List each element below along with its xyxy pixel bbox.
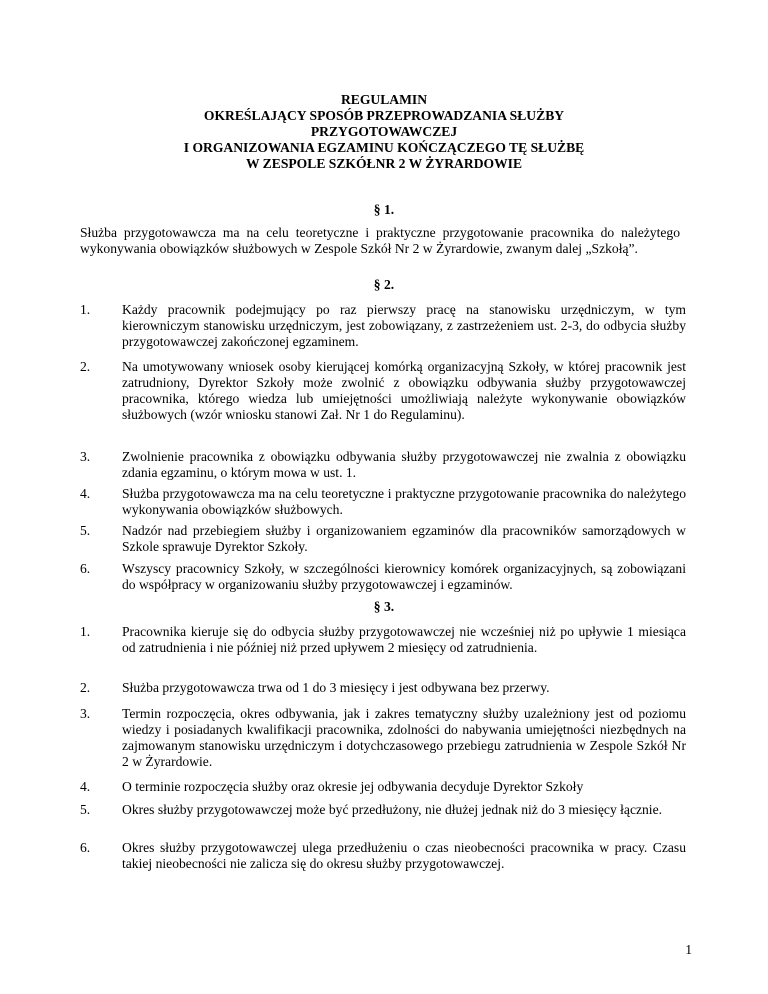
item-number: 4. bbox=[80, 779, 91, 794]
page-number: 1 bbox=[685, 942, 692, 957]
item-text: Nadzór nad przebiegiem służby i organizowaniem egzaminów dla pracowników samorządowych w Szkole sprawuje Dyrektor Szkoły. bbox=[122, 523, 686, 554]
item-number: 6. bbox=[80, 561, 91, 576]
title-line-4: I ORGANIZOWANIA EGZAMINU KOŃCZĄCZEGO TĘ SŁUŻBĘ bbox=[183, 140, 585, 155]
item-text: Okres służby przygotowawczej może być przedłużony, nie dłużej jednak niż do 3 miesięcy łącznie. bbox=[122, 802, 663, 817]
item-text: Każdy pracownik podejmujący po raz pierwszy pracę na stanowisku urzędniczym, w tym kierowniczym stanowisku urzędniczym, jest zobowiązany, z zastrzeżeniem ust. 2-3, do odbycia służby przygotowawczej zakończonej egzaminem. bbox=[122, 302, 686, 349]
title-line-1: REGULAMIN bbox=[340, 92, 428, 107]
item-text: Pracownika kieruje się do odbycia służby przygotowawczej nie wcześniej niż po upływie 1 miesiąca od zatrudnienia i nie później niż przed upływem 2 miesięcy od zatrudnienia. bbox=[122, 624, 686, 655]
item-number: 6. bbox=[80, 840, 91, 855]
item-number: 1. bbox=[80, 302, 91, 317]
item-text: Na umotywowany wniosek osoby kierującej komórką organizacyjną Szkoły, w której pracownik jest zatrudniony, Dyrektor Szkoły może zwolnić z obowiązku odbywania służby przygotowawczej pracownika, którego wiedza lub umiejętności umożliwiają należyte wykonywanie obowiązków służbowych (wzór wniosku stanowi Zał. Nr 1 do Regulaminu). bbox=[122, 359, 686, 422]
item-number: 2. bbox=[80, 680, 91, 695]
item-number: 5. bbox=[80, 802, 91, 817]
item-number: 5. bbox=[80, 523, 91, 538]
item-text: Wszyscy pracownicy Szkoły, w szczególności kierownicy komórek organizacyjnych, są zobowiązani do współpracy w organizowaniu służby przygotowawczej i egzaminów. bbox=[122, 561, 686, 592]
item-number: 3. bbox=[80, 449, 91, 464]
section-1-text: Służba przygotowawcza ma na celu teoretyczne i praktyczne przygotowanie pracownika do należytego wykonywania obowiązków służbowych w Zespole Szkół Nr 2 w Żyrardowie, zwanym dalej „Szkołą”. bbox=[80, 225, 680, 256]
section-3-heading: § 3. bbox=[373, 599, 395, 614]
item-number: 1. bbox=[80, 624, 91, 639]
item-text: Termin rozpoczęcia, okres odbywania, jak i zakres tematyczny służby uzależniony jest od poziomu wiedzy i posiadanych kwalifikacji pracownika, zdolności do nabywania umiejętności niezbędnych na zajmowanym stanowisku urzędniczym i dotychczasowego przebiegu zatrudnienia w Zespole Szkół Nr 2 w Żyrardowie. bbox=[122, 706, 686, 769]
section-2-heading: § 2. bbox=[373, 277, 395, 292]
title-line-3: PRZYGOTOWAWCZEJ bbox=[310, 124, 458, 139]
document-title bbox=[60, 92, 708, 172]
item-text: O terminie rozpoczęcia służby oraz okresie jej odbywania decyduje Dyrektor Szkoły bbox=[122, 779, 584, 794]
item-text: Okres służby przygotowawczej ulega przedłużeniu o czas nieobecności pracownika w pracy. Czasu takiej nieobecności nie zalicza się do okresu służby przygotowawczej. bbox=[122, 840, 686, 871]
title-line-5: W ZESPOLE SZKÓŁNR 2 W ŻYRARDOWIE bbox=[245, 156, 523, 171]
item-number: 4. bbox=[80, 486, 91, 501]
item-text: Służba przygotowawcza trwa od 1 do 3 miesięcy i jest odbywana bez przerwy. bbox=[122, 680, 550, 695]
item-number: 2. bbox=[80, 359, 91, 374]
item-text: Służba przygotowawcza ma na celu teoretyczne i praktyczne przygotowanie pracownika do należytego wykonywania obowiązków służbowych. bbox=[122, 486, 686, 517]
section-1-heading: § 1. bbox=[373, 202, 395, 217]
item-text: Zwolnienie pracownika z obowiązku odbywania służby przygotowawczej nie zwalnia z obowiązku zdania egzaminu, o którym mowa w ust. 1. bbox=[122, 449, 686, 480]
item-number: 3. bbox=[80, 706, 91, 721]
title-line-2: OKREŚLAJĄCY SPOSÓB PRZEPROWADZANIA SŁUŻBY bbox=[203, 108, 565, 123]
